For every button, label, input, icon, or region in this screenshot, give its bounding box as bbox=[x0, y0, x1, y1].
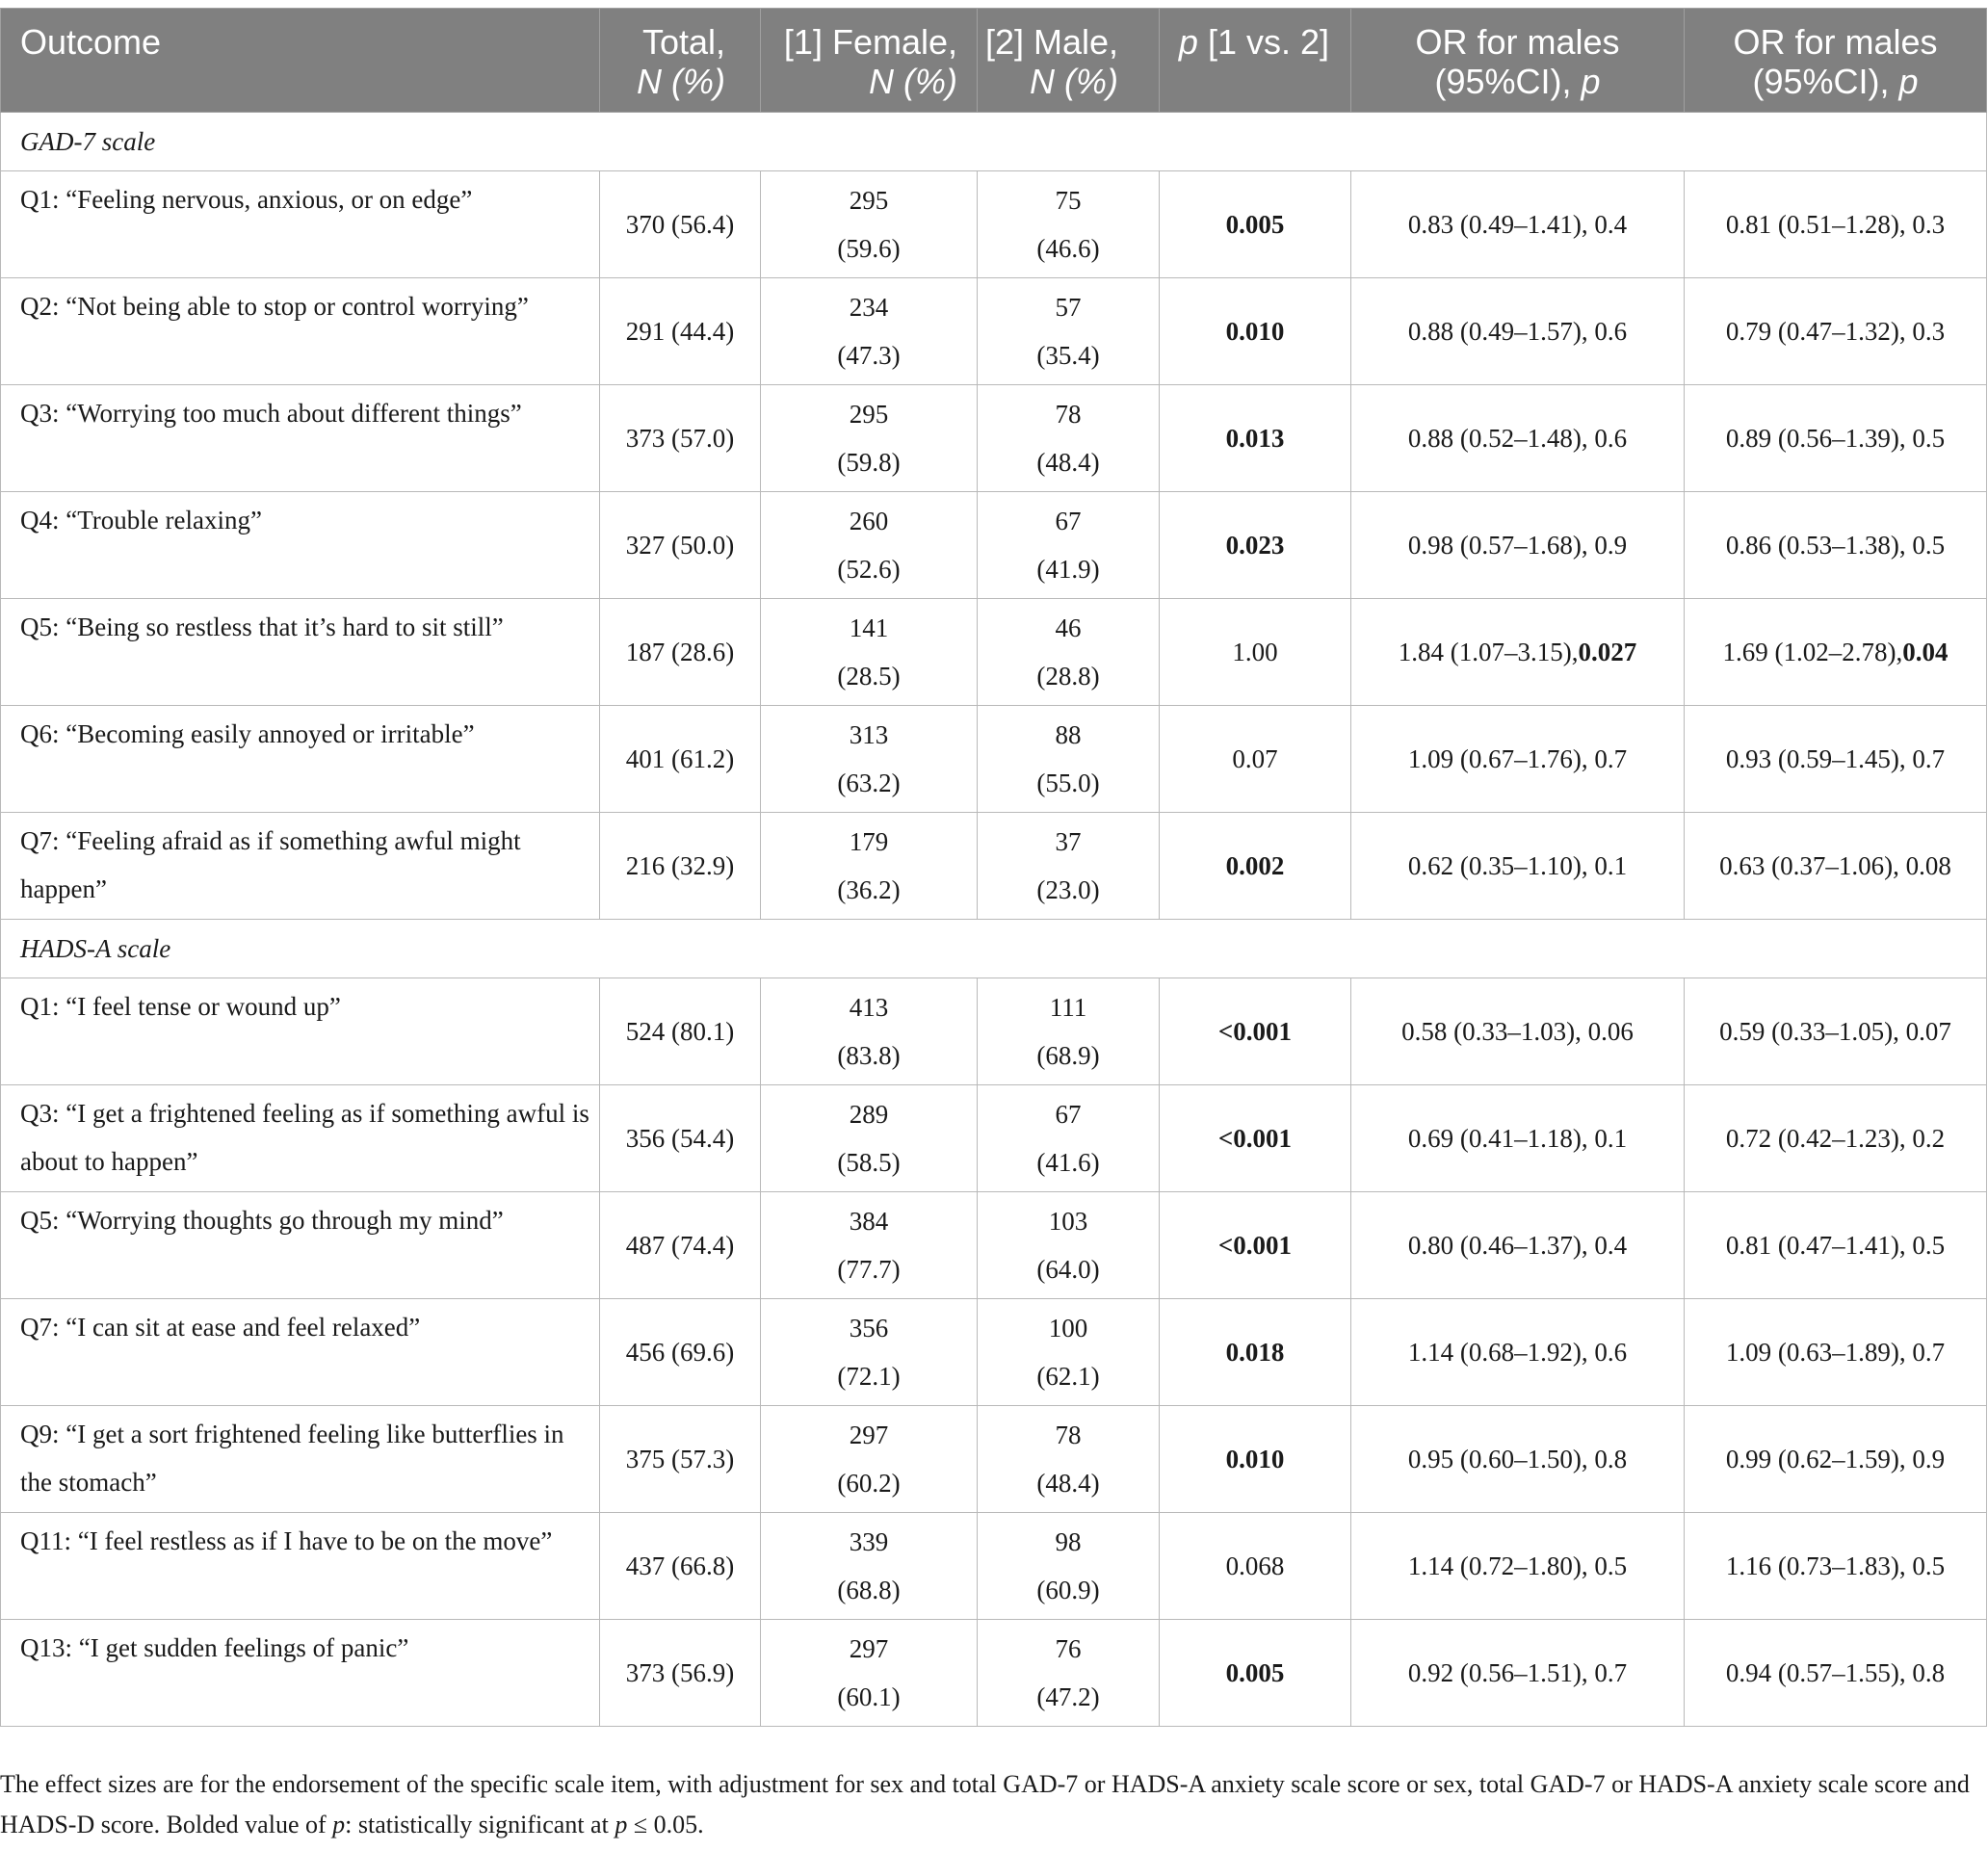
table-row bbox=[1, 706, 1987, 813]
or-adjusted-2-cell: 0.99 (0.62–1.59), 0.9 bbox=[1685, 1406, 1987, 1513]
table-row bbox=[1, 492, 1987, 599]
outcome-cell: Q4: “Trouble relaxing” bbox=[1, 492, 600, 599]
total-cell: 356 (54.4) bbox=[600, 1085, 761, 1192]
or-adjusted-2-cell: 1.69 (1.02–2.78),0.04 bbox=[1685, 599, 1987, 706]
male-cell: 46 (28.8) bbox=[978, 599, 1160, 706]
or-adjusted-1-cell: 1.14 (0.72–1.80), 0.5 bbox=[1351, 1513, 1685, 1620]
outcome-cell: Q3: “I get a frightened feeling as if something awful is about to happen” bbox=[1, 1085, 600, 1192]
p-value-cell: 0.010 bbox=[1160, 1406, 1351, 1513]
or-adjusted-2-cell: 1.16 (0.73–1.83), 0.5 bbox=[1685, 1513, 1987, 1620]
female-cell: 234 (47.3) bbox=[761, 278, 978, 385]
or-adjusted-2-cell: 0.63 (0.37–1.06), 0.08 bbox=[1685, 813, 1987, 920]
table-row bbox=[1, 599, 1987, 706]
male-cell: 67 (41.6) bbox=[978, 1085, 1160, 1192]
male-cell: 100 (62.1) bbox=[978, 1299, 1160, 1406]
female-cell: 384 (77.7) bbox=[761, 1192, 978, 1299]
p-value-cell: 0.005 bbox=[1160, 171, 1351, 278]
outcome-cell: Q7: “I can sit at ease and feel relaxed” bbox=[1, 1299, 600, 1406]
female-cell: 260 (52.6) bbox=[761, 492, 978, 599]
male-cell: 37 (23.0) bbox=[978, 813, 1160, 920]
outcome-cell: Q9: “I get a sort frightened feeling like butterflies in the stomach” bbox=[1, 1406, 600, 1513]
or-adjusted-1-cell: 0.92 (0.56–1.51), 0.7 bbox=[1351, 1620, 1685, 1727]
outcome-cell: Q11: “I feel restless as if I have to be on the move” bbox=[1, 1513, 600, 1620]
or-adjusted-1-cell: 0.58 (0.33–1.03), 0.06 bbox=[1351, 978, 1685, 1085]
section-row bbox=[1, 113, 1987, 171]
table-row bbox=[1, 171, 1987, 278]
or-adjusted-2-cell: 0.79 (0.47–1.32), 0.3 bbox=[1685, 278, 1987, 385]
or-adjusted-1-cell: 0.80 (0.46–1.37), 0.4 bbox=[1351, 1192, 1685, 1299]
female-cell: 356 (72.1) bbox=[761, 1299, 978, 1406]
male-cell: 57 (35.4) bbox=[978, 278, 1160, 385]
male-cell: 76 (47.2) bbox=[978, 1620, 1160, 1727]
or-adjusted-2-cell: 0.94 (0.57–1.55), 0.8 bbox=[1685, 1620, 1987, 1727]
table-row bbox=[1, 1299, 1987, 1406]
table-row bbox=[1, 978, 1987, 1085]
total-cell: 375 (57.3) bbox=[600, 1406, 761, 1513]
outcome-cell: Q7: “Feeling afraid as if something awful might happen” bbox=[1, 813, 600, 920]
p-value-cell: <0.001 bbox=[1160, 1085, 1351, 1192]
p-value-cell: 1.00 bbox=[1160, 599, 1351, 706]
results-table bbox=[0, 8, 1987, 1727]
p-value-cell: <0.001 bbox=[1160, 1192, 1351, 1299]
p-value-cell: 0.07 bbox=[1160, 706, 1351, 813]
female-cell: 141 (28.5) bbox=[761, 599, 978, 706]
male-cell: 75 (46.6) bbox=[978, 171, 1160, 278]
or-adjusted-1-cell: 0.88 (0.52–1.48), 0.6 bbox=[1351, 385, 1685, 492]
male-cell: 103 (64.0) bbox=[978, 1192, 1160, 1299]
outcome-cell: Q5: “Worrying thoughts go through my mind” bbox=[1, 1192, 600, 1299]
or-adjusted-2-cell: 0.81 (0.47–1.41), 0.5 bbox=[1685, 1192, 1987, 1299]
or-adjusted-2-cell: 0.59 (0.33–1.05), 0.07 bbox=[1685, 978, 1987, 1085]
p-value-cell: 0.018 bbox=[1160, 1299, 1351, 1406]
outcome-cell: Q6: “Becoming easily annoyed or irritable” bbox=[1, 706, 600, 813]
section-title: HADS-A scale bbox=[1, 920, 1987, 978]
total-cell: 401 (61.2) bbox=[600, 706, 761, 813]
female-cell: 313 (63.2) bbox=[761, 706, 978, 813]
header-or-adjusted-1: OR for males (95%CI), p bbox=[1351, 9, 1685, 113]
p-value-cell: 0.023 bbox=[1160, 492, 1351, 599]
header-female: [1] Female, N (%) bbox=[761, 9, 978, 113]
header-total: Total, N (%) bbox=[600, 9, 761, 113]
total-cell: 524 (80.1) bbox=[600, 978, 761, 1085]
header-p-value: p [1 vs. 2] bbox=[1160, 9, 1351, 113]
or-adjusted-1-cell: 0.95 (0.60–1.50), 0.8 bbox=[1351, 1406, 1685, 1513]
male-cell: 67 (41.9) bbox=[978, 492, 1160, 599]
female-cell: 179 (36.2) bbox=[761, 813, 978, 920]
or-adjusted-1-cell: 0.62 (0.35–1.10), 0.1 bbox=[1351, 813, 1685, 920]
female-cell: 339 (68.8) bbox=[761, 1513, 978, 1620]
or-adjusted-2-cell: 0.86 (0.53–1.38), 0.5 bbox=[1685, 492, 1987, 599]
or-adjusted-2-cell: 1.09 (0.63–1.89), 0.7 bbox=[1685, 1299, 1987, 1406]
male-cell: 111 (68.9) bbox=[978, 978, 1160, 1085]
section-title: GAD-7 scale bbox=[1, 113, 1987, 171]
total-cell: 370 (56.4) bbox=[600, 171, 761, 278]
or-adjusted-1-cell: 0.83 (0.49–1.41), 0.4 bbox=[1351, 171, 1685, 278]
p-value-cell: 0.068 bbox=[1160, 1513, 1351, 1620]
table-row bbox=[1, 1406, 1987, 1513]
outcome-cell: Q1: “I feel tense or wound up” bbox=[1, 978, 600, 1085]
total-cell: 373 (57.0) bbox=[600, 385, 761, 492]
female-cell: 297 (60.2) bbox=[761, 1406, 978, 1513]
or-adjusted-1-cell: 0.69 (0.41–1.18), 0.1 bbox=[1351, 1085, 1685, 1192]
header-male: [2] Male, N (%) bbox=[978, 9, 1160, 113]
or-adjusted-1-cell: 1.09 (0.67–1.76), 0.7 bbox=[1351, 706, 1685, 813]
total-cell: 291 (44.4) bbox=[600, 278, 761, 385]
total-cell: 216 (32.9) bbox=[600, 813, 761, 920]
outcome-cell: Q3: “Worrying too much about different things” bbox=[1, 385, 600, 492]
total-cell: 373 (56.9) bbox=[600, 1620, 761, 1727]
table-row bbox=[1, 1620, 1987, 1727]
female-cell: 289 (58.5) bbox=[761, 1085, 978, 1192]
table-header bbox=[1, 9, 1987, 113]
female-cell: 413 (83.8) bbox=[761, 978, 978, 1085]
total-cell: 327 (50.0) bbox=[600, 492, 761, 599]
male-cell: 98 (60.9) bbox=[978, 1513, 1160, 1620]
header-outcome: Outcome bbox=[1, 9, 600, 113]
outcome-cell: Q1: “Feeling nervous, anxious, or on edge” bbox=[1, 171, 600, 278]
male-cell: 88 (55.0) bbox=[978, 706, 1160, 813]
table-row bbox=[1, 385, 1987, 492]
p-value-cell: 0.010 bbox=[1160, 278, 1351, 385]
header-or-adjusted-2: OR for males (95%CI), p bbox=[1685, 9, 1987, 113]
p-value-cell: 0.005 bbox=[1160, 1620, 1351, 1727]
table-row bbox=[1, 1513, 1987, 1620]
total-cell: 456 (69.6) bbox=[600, 1299, 761, 1406]
table-footnote: The effect sizes are for the endorsement of the specific scale item, with adjustment for sex and total GAD-7 or HADS-A anxiety scale score or sex, total GAD-7 or HADS-A anxiety scale score and HADS-D score. Bolded value of p: statistically significant at p ≤ 0.05. bbox=[0, 1770, 1970, 1838]
total-cell: 187 (28.6) bbox=[600, 599, 761, 706]
table-row bbox=[1, 1192, 1987, 1299]
or-adjusted-2-cell: 0.72 (0.42–1.23), 0.2 bbox=[1685, 1085, 1987, 1192]
or-adjusted-1-cell: 0.88 (0.49–1.57), 0.6 bbox=[1351, 278, 1685, 385]
section-row bbox=[1, 920, 1987, 978]
p-value-cell: 0.013 bbox=[1160, 385, 1351, 492]
table-row bbox=[1, 1085, 1987, 1192]
table-row bbox=[1, 813, 1987, 920]
male-cell: 78 (48.4) bbox=[978, 1406, 1160, 1513]
p-value-cell: 0.002 bbox=[1160, 813, 1351, 920]
table-body bbox=[1, 113, 1987, 1727]
or-adjusted-1-cell: 1.84 (1.07–3.15),0.027 bbox=[1351, 599, 1685, 706]
male-cell: 78 (48.4) bbox=[978, 385, 1160, 492]
female-cell: 295 (59.6) bbox=[761, 171, 978, 278]
total-cell: 487 (74.4) bbox=[600, 1192, 761, 1299]
total-cell: 437 (66.8) bbox=[600, 1513, 761, 1620]
outcome-cell: Q5: “Being so restless that it’s hard to sit still” bbox=[1, 599, 600, 706]
or-adjusted-2-cell: 0.93 (0.59–1.45), 0.7 bbox=[1685, 706, 1987, 813]
or-adjusted-1-cell: 0.98 (0.57–1.68), 0.9 bbox=[1351, 492, 1685, 599]
p-value-cell: <0.001 bbox=[1160, 978, 1351, 1085]
or-adjusted-2-cell: 0.81 (0.51–1.28), 0.3 bbox=[1685, 171, 1987, 278]
outcome-cell: Q2: “Not being able to stop or control worrying” bbox=[1, 278, 600, 385]
table-row bbox=[1, 278, 1987, 385]
outcome-cell: Q13: “I get sudden feelings of panic” bbox=[1, 1620, 600, 1727]
female-cell: 297 (60.1) bbox=[761, 1620, 978, 1727]
or-adjusted-1-cell: 1.14 (0.68–1.92), 0.6 bbox=[1351, 1299, 1685, 1406]
or-adjusted-2-cell: 0.89 (0.56–1.39), 0.5 bbox=[1685, 385, 1987, 492]
female-cell: 295 (59.8) bbox=[761, 385, 978, 492]
